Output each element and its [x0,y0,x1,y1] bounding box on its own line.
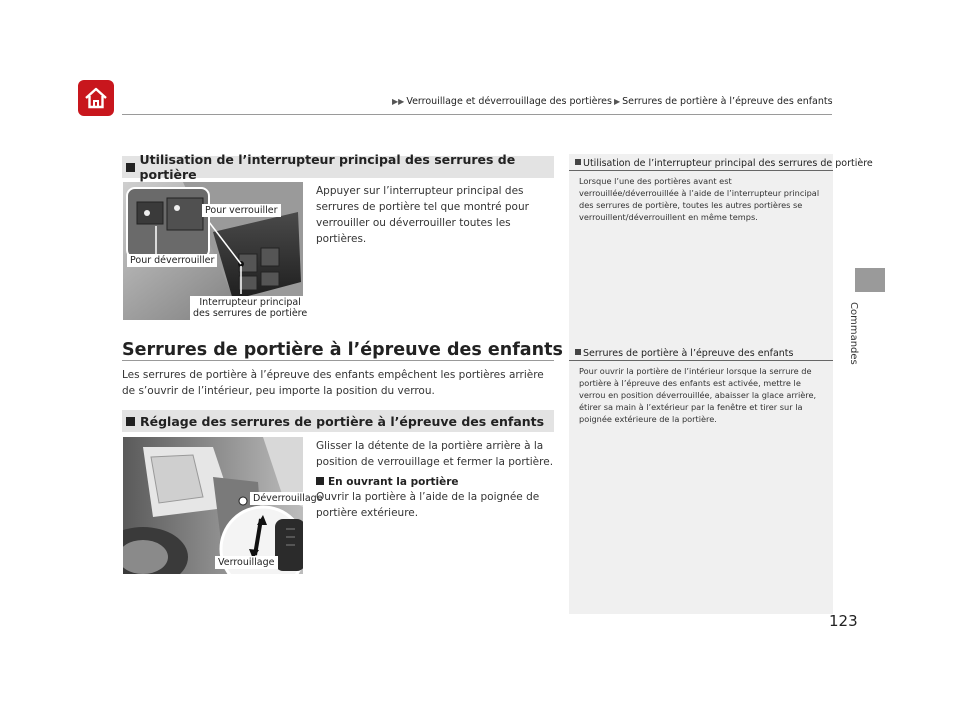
callout-lock: Pour verrouiller [202,204,281,217]
breadcrumb-arrow-icon: ▶▶ [392,97,405,106]
section-square-icon [126,417,135,426]
chapter-tab[interactable] [855,268,885,292]
page-title: Serrures de portière à l’épreuve des enfants [122,340,563,360]
note-text-child-lock: Pour ouvrir la portière de l’intérieur lorsque la serrure de portière à l’épreuve des enfants est activée, mettre le verrou en position déverrouillée, abaisser la glace arrière, étirer sa main à l’extérieur par la fenêtre et tirer sur la poignée extérieure de la portière. [579,366,817,424]
note-title-child-lock [575,348,793,359]
section-heading-text: Réglage des serrures de portière à l’épreuve des enfants [140,413,545,429]
note-title-text: Utilisation de l’interrupteur principal des serrures de portière [583,158,873,169]
section-heading-master-switch [122,152,554,182]
callout-lock-position: Verrouillage [215,556,278,569]
breadcrumb-link-locking[interactable]: Verrouillage et déverrouillage des portières [406,96,612,107]
opening-door-instructions: Ouvrir la portière à l’aide de la poignée de portière extérieure. [316,491,540,519]
note-title-text: Serrures de portière à l’épreuve des enfants [583,348,794,359]
note-marker-icon [575,349,581,355]
home-icon [83,85,109,111]
section-heading-child-lock [122,410,554,432]
home-button[interactable] [78,80,114,116]
callout-unlock-position: Déverrouillage [250,492,326,505]
breadcrumb [390,96,833,107]
note-divider [569,360,833,361]
title-divider [122,360,554,361]
note-divider [569,170,833,171]
master-switch-instructions: Appuyer sur l’interrupteur principal des serrures de portière tel que montré pour verrouiller ou déverrouiller toutes les portières. [316,185,529,245]
breadcrumb-arrow-icon: ▶ [613,97,621,106]
header-divider [122,114,832,115]
callout-unlock: Pour déverrouiller [127,254,217,267]
note-marker-icon [575,159,581,165]
breadcrumb-current: Serrures de portière à l’épreuve des enfants [622,96,833,107]
subheading-text: En ouvrant la portière [328,476,459,488]
child-lock-photo [123,437,303,574]
section-square-icon [126,163,135,172]
child-lock-instructions: Glisser la détente de la portière arrière à la position de verrouillage et fermer la portière. [316,440,554,468]
callout-master-line1: Interrupteur principal [199,297,301,308]
section-heading-text: Utilisation de l’interrupteur principal des serrures de portière [139,152,516,182]
subheading-opening-door [316,476,459,488]
callout-master-line2: des serrures de portière [193,308,308,319]
child-lock-intro: Les serrures de portière à l’épreuve des enfants empêchent les portières arrière de s’ouvrir de l’intérieur, peu importe la position du verrou. [122,369,544,397]
subheading-square-icon [316,477,324,485]
callout-master-switch [190,296,310,320]
note-text-master-switch: Lorsque l’une des portières avant est verrouillée/déverrouillée à l’aide de l’interrupteur principal des serrures de portière, toutes les autres portières se verrouillent/déverrouillent en même temps. [579,176,820,222]
chapter-label: Commandes [848,302,859,365]
note-title-master-switch [575,158,873,169]
page-number: 123 [829,612,858,630]
